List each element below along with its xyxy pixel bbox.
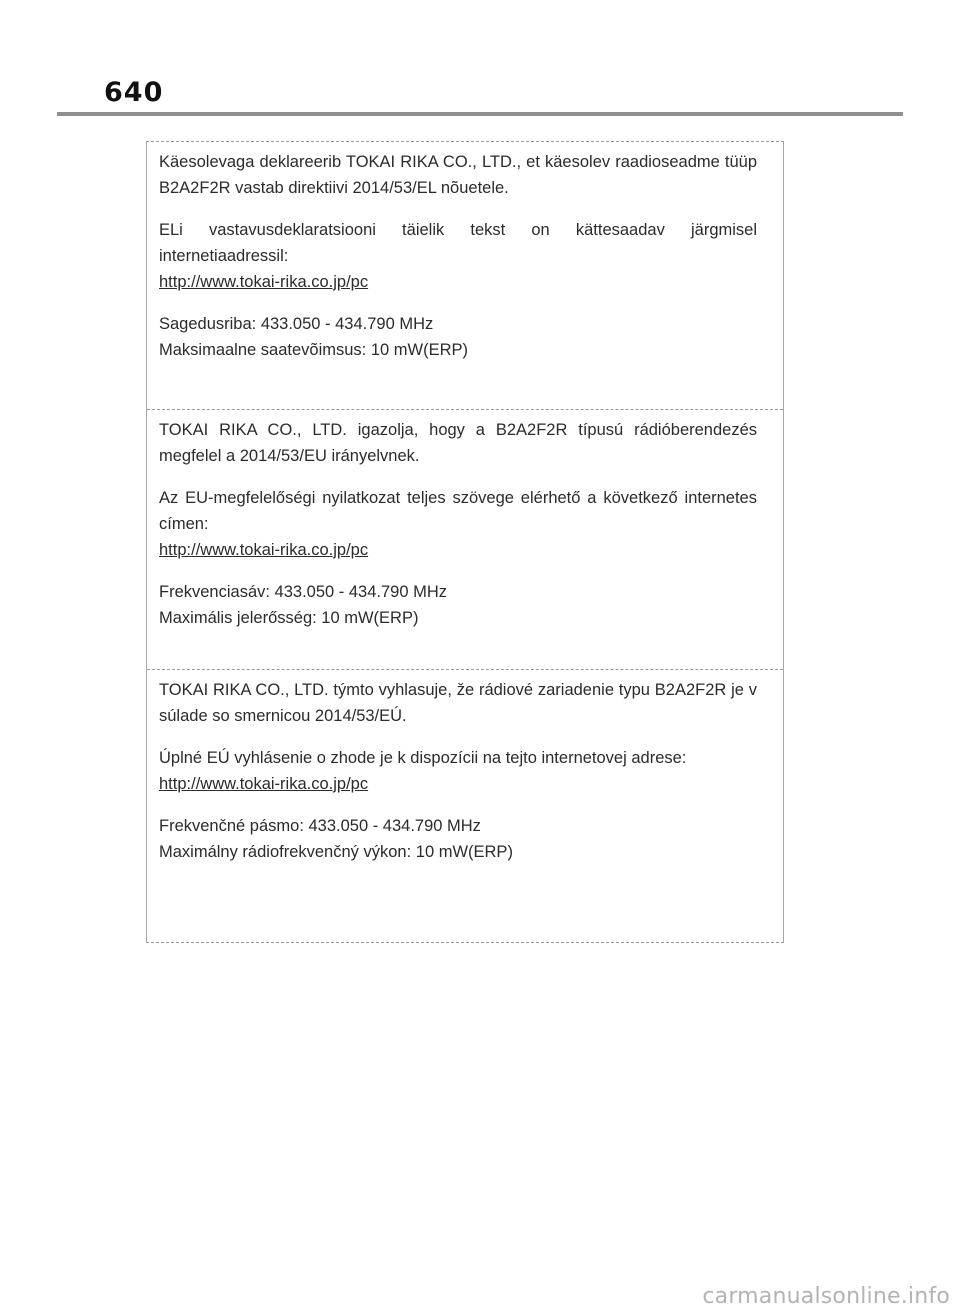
declaration-section-slovak [147,669,783,942]
frequency-band: Sagedusriba: 433.050 - 434.790 MHz [159,315,434,333]
declaration-intro: TOKAI RIKA CO., LTD. igazolja, hogy a B2A2F2R típusú rádióberendezés megfelel a 2014/53/EU irányelvnek. [159,421,757,465]
watermark: carmanualsonline.info [702,1284,950,1309]
max-power: Maksimaalne saatevõimsus: 10 mW(ERP) [159,341,469,359]
declaration-intro: TOKAI RIKA CO., LTD. týmto vyhlasuje, že rádiové zariadenie typu B2A2F2R je v súlade so smernicou 2014/53/EÚ. [159,681,757,725]
declaration-link[interactable]: http://www.tokai-rika.co.jp/pc [159,541,369,559]
declaration-availability [159,745,757,797]
max-power: Maximális jelerősség: 10 mW(ERP) [159,609,419,627]
frequency-band: Frekvenciasáv: 433.050 - 434.790 MHz [159,583,447,601]
declaration-specs [159,579,757,631]
declaration-section-hungarian [147,409,783,669]
declaration-specs [159,311,757,363]
declaration-availability-text: Az EU-megfelelőségi nyilatkozat teljes szövege elérhető a következő internetes címen: [159,489,757,533]
declaration-availability-text: Úplné EÚ vyhlásenie o zhode je k dispozícii na tejto internetovej adrese: [159,749,687,767]
max-power: Maximálny rádiofrekvenčný výkon: 10 mW(ERP) [159,843,513,861]
declaration-box [146,141,784,943]
declaration-link[interactable]: http://www.tokai-rika.co.jp/pc [159,775,369,793]
declaration-availability [159,485,757,563]
declaration-availability-text: ELi vastavusdeklaratsiooni täielik tekst on kättesaadav järgmisel internetiaadressil: [159,221,757,265]
declaration-intro: Käesolevaga deklareerib TOKAI RIKA CO., LTD., et käesolev raadioseadme tüüp B2A2F2R vastab direktiivi 2014/53/EL nõuetele. [159,153,757,197]
frequency-band: Frekvenčné pásmo: 433.050 - 434.790 MHz [159,817,481,835]
declaration-section-estonian [147,142,783,409]
declaration-availability [159,217,757,295]
header-rule [57,112,903,116]
declaration-specs [159,813,757,865]
page-number: 640 [104,77,164,108]
declaration-link[interactable]: http://www.tokai-rika.co.jp/pc [159,273,369,291]
